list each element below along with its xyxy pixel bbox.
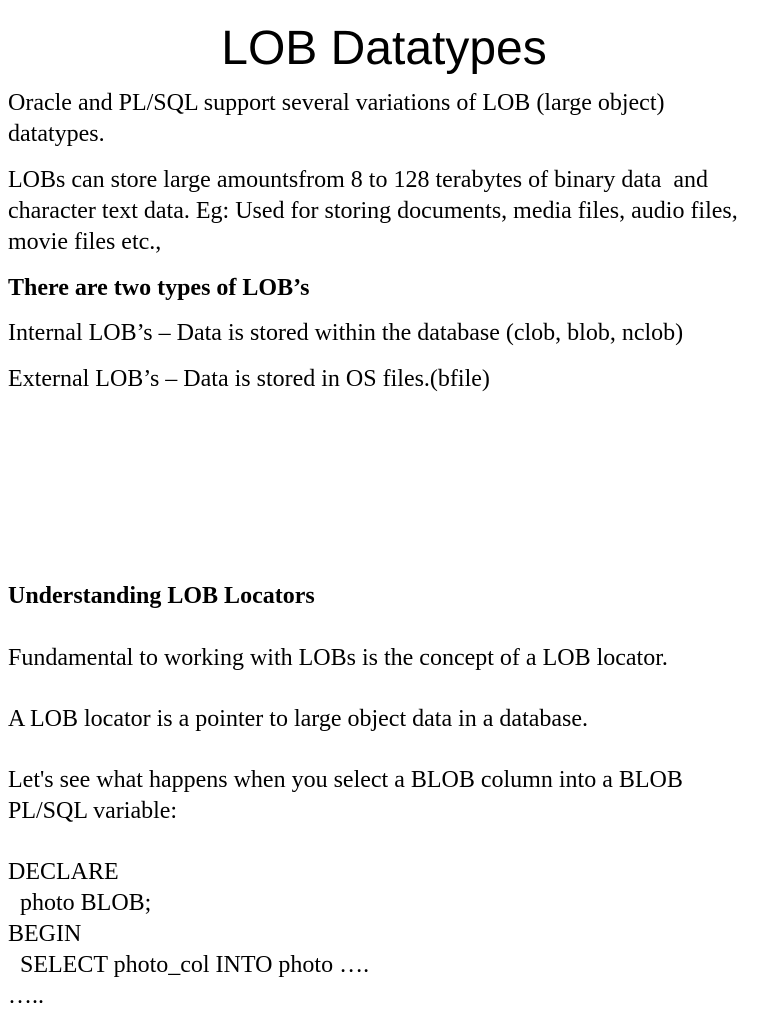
code-line-ellipsis: …..	[8, 983, 44, 1009]
code-line-variable: photo BLOB;	[8, 890, 152, 916]
code-line-begin: BEGIN	[8, 921, 82, 947]
locator-definition-paragraph: A LOB locator is a pointer to large object data in a database.	[8, 706, 589, 732]
code-line-select: SELECT photo_col INTO photo ….	[8, 952, 370, 978]
intro-paragraph: Oracle and PL/SQL support several variations of LOB (large object) datatypes.	[8, 90, 671, 147]
locators-heading: Understanding LOB Locators	[8, 583, 315, 609]
code-line-declare: DECLARE	[8, 859, 119, 885]
internal-lob-item: Internal LOB’s – Data is stored within the database (clob, blob, nclob)	[8, 320, 684, 346]
page-title: LOB Datatypes	[221, 22, 547, 75]
external-lob-item: External LOB’s – Data is stored in OS files.(bfile)	[8, 366, 490, 392]
blob-select-paragraph: Let's see what happens when you select a BLOB column into a BLOB PL/SQL variable:	[8, 767, 689, 824]
lob-types-heading: There are two types of LOB’s	[8, 275, 310, 301]
lob-capacity-paragraph: LOBs can store large amountsfrom 8 to 128 terabytes of binary data and character text data. Eg: Used for storing documents, media files, audio files, movie files etc.,	[8, 167, 744, 255]
locator-concept-paragraph: Fundamental to working with LOBs is the concept of a LOB locator.	[8, 645, 668, 671]
